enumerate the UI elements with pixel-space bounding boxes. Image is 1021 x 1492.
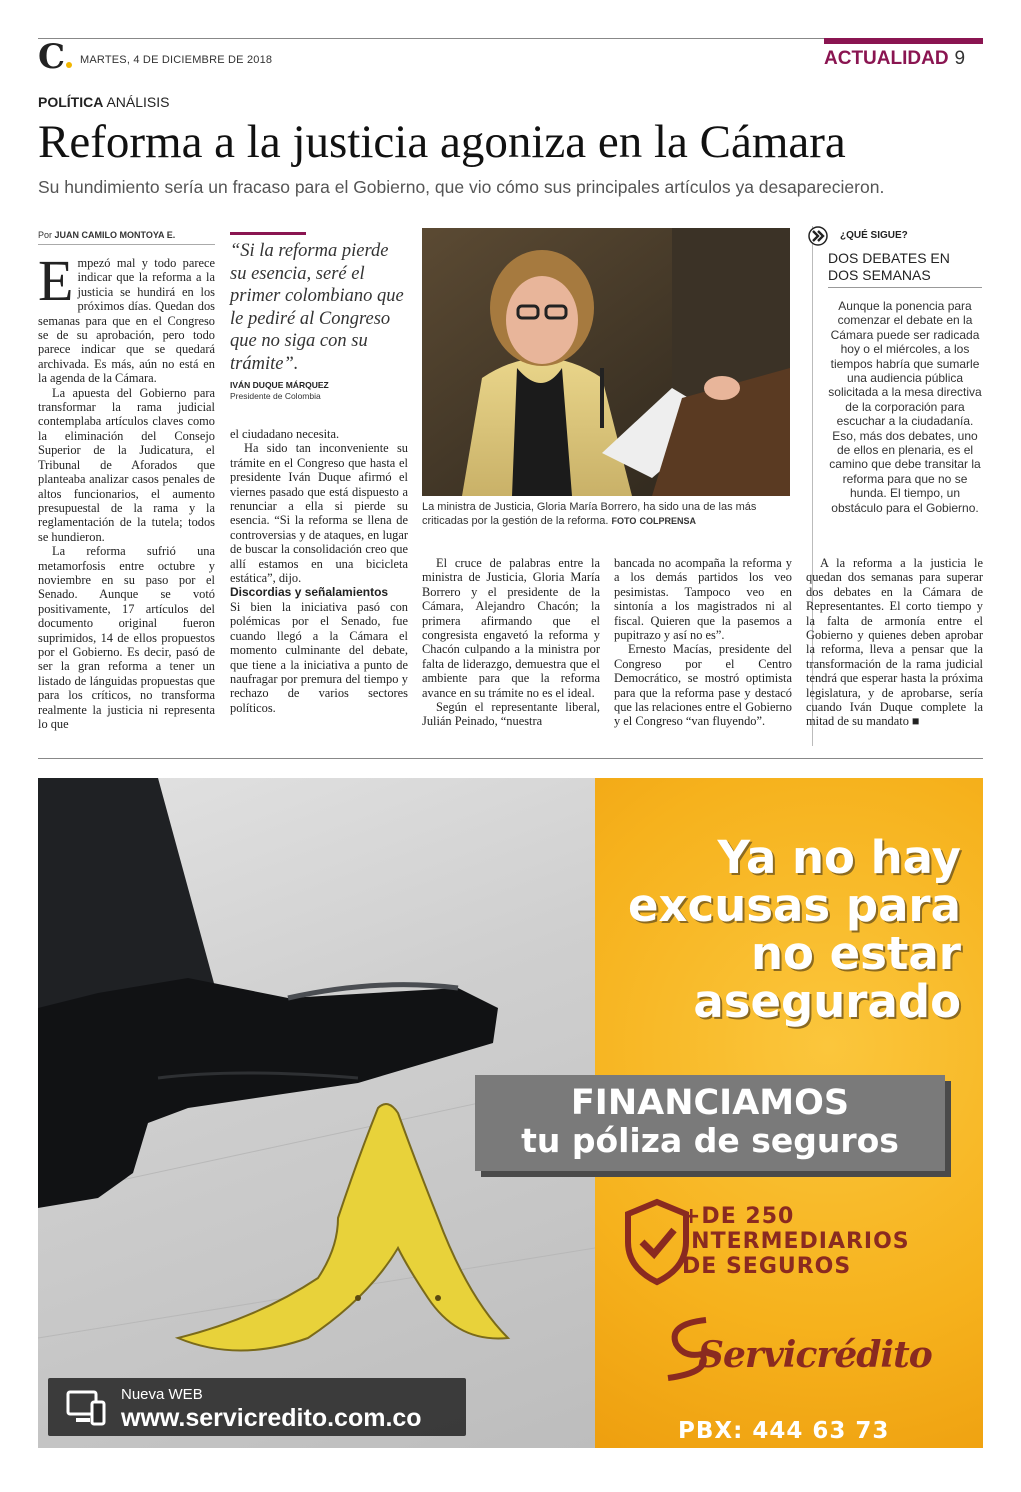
advertisement[interactable]: [38, 778, 983, 1448]
sidebar-label: ¿QUÉ SIGUE?: [840, 230, 908, 241]
kicker: POLÍTICA ANÁLISIS: [38, 94, 170, 110]
paragraph: Ernesto Macías, presidente del Congreso por el Centro Democrático, se mostró optimista para que la reforma pase y destacó que las relaciones entre el Gobierno y el Congreso “van fluyendo”.: [614, 642, 792, 729]
article-column-5: [806, 556, 983, 729]
article-column-1: [38, 248, 215, 731]
paragraph: Si bien la iniciativa pasó con polémicas por el Senado, fue cuando llegó a la Cámara el momento culminante del debate, que tiene a la iniciativa a punto de naufragar por premura del tiempo y rechazo de varios sectores políticos.: [230, 599, 408, 715]
paragraph: el ciudadano necesita.: [230, 427, 340, 441]
quote-role: Presidente de Colombia: [230, 391, 321, 401]
ad-headline: Ya no hay excusas para no estar asegurado: [628, 831, 961, 1028]
drop-cap: E: [38, 248, 74, 313]
section-label: ACTUALIDAD 9: [824, 48, 966, 69]
financiamos-text: FINANCIAMOS: [570, 1083, 850, 1123]
minister-photo-image: [422, 228, 790, 496]
sidebar-text: Aunque la ponencia para comenzar el debate en la Cámara puede ser radicada hoy o el miércoles, a los tiempos habría que sumarle una audiencia pública solicitada a la mesa directiva de la corporación para escuchar a la ciudadanía. Eso, más dos debates, uno de ellos en plenaria, es el camino que debe transitar la reforma para que no se hunda. El tiempo, un obstáculo para el Gobierno.: [828, 299, 982, 515]
subhead: Su hundimiento sería un fracaso para el Gobierno, que vio cómo sus principales artículos ya desaparecieron.: [38, 177, 885, 197]
intermediaries-text: +DE 250 INTERMEDIARIOS DE SEGUROS: [682, 1204, 910, 1279]
poliza-text: tu póliza de seguros: [521, 1121, 899, 1160]
photo-caption: La ministra de Justicia, Gloria María Borrero, ha sido una de las más criticadas por la gestión de la reforma. FOTO COLPRENSA: [422, 501, 757, 527]
article-bottom-rule: [38, 758, 983, 759]
newspaper-logo[interactable]: C: [38, 40, 72, 74]
website-banner[interactable]: [48, 1378, 466, 1436]
headline: Reforma a la justicia agoniza en la Cámara: [38, 116, 846, 168]
sidebar-title: DOS DEBATES EN DOS SEMANAS: [828, 250, 950, 283]
section-bar: [824, 38, 983, 44]
quote-author: IVÁN DUQUE MÁRQUEZ: [230, 380, 329, 390]
paragraph: A la reforma a la justicia le quedan dos semanas para superar dos debates en la Cámara de Representantes. El corto tiempo y la falta de armonía entre el Gobierno y quienes deben aprobar la reforma, lleva a pensar que la transformación de la rama judicial tendrá que esperar hasta la próxima legislatura, y de aprobarse, sería cuando Iván Duque complete la mitad de su mandato ■: [806, 556, 983, 729]
brand-name: Servicrédito: [698, 1334, 932, 1376]
end-mark: ■: [912, 714, 920, 729]
phone-number[interactable]: PBX: 444 63 73: [678, 1418, 890, 1444]
issue-date: MARTES, 4 DE DICIEMBRE DE 2018: [80, 54, 273, 66]
article-column-3: [422, 556, 600, 729]
article-column-2: [230, 427, 408, 715]
paragraph: Empezó mal y todo parece indicar que la reforma a la justicia se hundirá en los próximos días. Quedan dos semanas para que en el Congreso se de su aprobación, pero todo parece indicar que se quedará archivada. Es más, aún no está en la agenda de la Cámara.: [38, 248, 215, 386]
web-label: Nueva WEB: [121, 1386, 203, 1403]
paragraph: Ha sido tan inconveniente su trámite en el Congreso que hasta el presidente Iván Duque afirmó el viernes pasado que está dispuesto a renunciar a ella si pierde su esencia. “Si la reforma se llena de controversias y de ataques, en lugar de buscar la consolidación creo que allí estamos en una bicicleta estática”, dijo.: [230, 441, 408, 586]
logo-dot-icon: [66, 62, 72, 68]
byline-rule: [38, 244, 215, 245]
financing-banner: [475, 1075, 945, 1171]
paragraph: La apuesta del Gobierno para transformar la rama judicial contemplaba artículos claves como la eliminación del Consejo Superior de la Judicatura, el Tribunal de Aforados que planteaba analizar casos penales de altos funcionarios, el aumento presupuestal de la rama y la reglamentación de la tutela; todos se hundieron.: [38, 385, 215, 544]
paragraph: Según el representante liberal, Julián Peinado, “nuestra: [422, 700, 600, 729]
article-column-4: [614, 556, 792, 729]
paragraph: bancada no acompaña la reforma y a los demás partidos los veo pesimistas. Tampoco veo en sintonía a los magistrados ni al fiscal. Quieren que la pasemos a pupitrazo y así no es”.: [614, 556, 792, 643]
article-photo[interactable]: [422, 228, 790, 496]
paragraph: El cruce de palabras entre la ministra de Justicia, Gloria María Borrero y el presidente de la Cámara, Alejandro Chacón; la primera afirmando que el congresista engavetó la reforma y Chacón culpando a la ministra por falta de liderazgo, demuestra que el ambiente para que la reforma avance en su trámite no es el ideal.: [422, 556, 600, 700]
web-url-link[interactable]: www.servicredito.com.co: [121, 1404, 422, 1432]
byline: Por JUAN CAMILO MONTOYA E.: [38, 230, 176, 240]
chevrons-right-icon: [808, 226, 828, 246]
section-subtitle: Discordias y señalamientos: [230, 585, 389, 600]
devices-icon: [66, 1390, 106, 1426]
paragraph: La reforma sufrió una metamorfosis entre octubre y noviembre en su paso por el Senado. Aunque se votó positivamente, 17 artículos del documento original fueron suprimidos, 14 de ellos propuestos por el Gobierno. Es decir, pasó de ser la gran reforma a tener un listado de lánguidas propuestas que para los críticos, no transforma realmente la justicia ni representa lo que: [38, 544, 215, 731]
page-number: 9: [954, 48, 966, 69]
pull-quote: “Si la reforma pierde su esencia, seré el primer colombiano que le pediré al Congreso que no siga con su trámite”.: [230, 241, 404, 374]
sidebar-title-rule: [828, 287, 982, 288]
quote-bar: [230, 232, 306, 235]
